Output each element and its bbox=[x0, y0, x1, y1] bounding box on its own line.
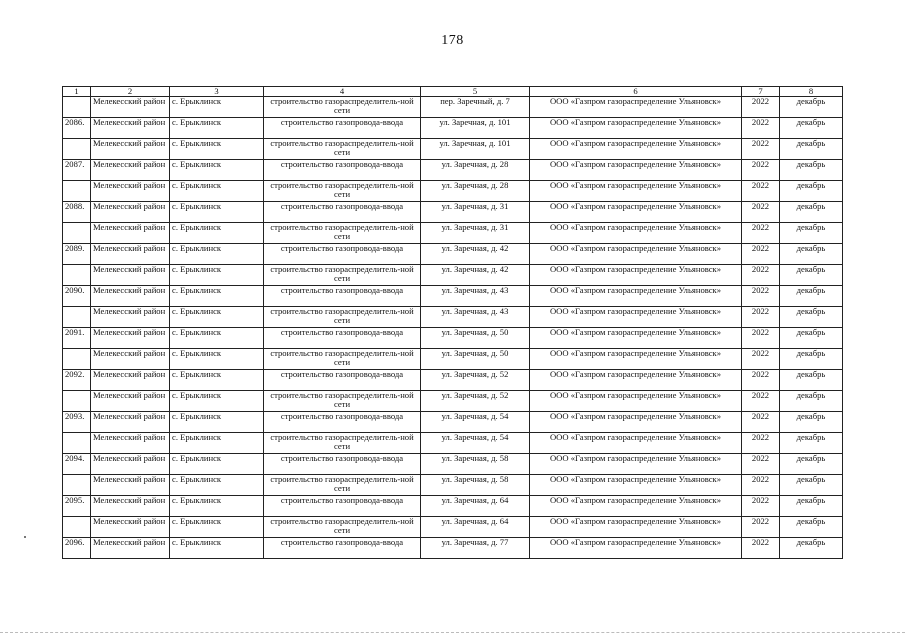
month-cell: декабрь bbox=[780, 496, 843, 517]
settlement-cell: с. Ерыклинск bbox=[170, 433, 264, 454]
table-row bbox=[63, 538, 843, 559]
row-number: 2095. bbox=[63, 496, 91, 517]
month-cell: декабрь bbox=[780, 349, 843, 370]
address-cell: ул. Заречная, д. 43 bbox=[421, 286, 530, 307]
row-number: 2094. bbox=[63, 454, 91, 475]
region-cell: Мелекесский район bbox=[91, 139, 170, 160]
row-number: 2090. bbox=[63, 286, 91, 307]
work-type-cell: строительство газопровода-ввода bbox=[264, 286, 421, 307]
column-number: 2 bbox=[91, 87, 170, 97]
work-type-cell: строительство газораспределитель-ной сети bbox=[264, 307, 421, 328]
organization-cell: ООО «Газпром газораспределение Ульяновск» bbox=[530, 349, 742, 370]
table-row bbox=[63, 433, 843, 454]
table-row bbox=[63, 160, 843, 181]
year-cell: 2022 bbox=[742, 433, 780, 454]
organization-cell: ООО «Газпром газораспределение Ульяновск» bbox=[530, 244, 742, 265]
organization-cell: ООО «Газпром газораспределение Ульяновск» bbox=[530, 433, 742, 454]
month-cell: декабрь bbox=[780, 160, 843, 181]
table-row bbox=[63, 307, 843, 328]
settlement-cell: с. Ерыклинск bbox=[170, 454, 264, 475]
organization-cell: ООО «Газпром газораспределение Ульяновск» bbox=[530, 286, 742, 307]
year-cell: 2022 bbox=[742, 139, 780, 160]
address-cell: ул. Заречная, д. 31 bbox=[421, 202, 530, 223]
month-cell: декабрь bbox=[780, 412, 843, 433]
month-cell: декабрь bbox=[780, 181, 843, 202]
month-cell: декабрь bbox=[780, 307, 843, 328]
region-cell: Мелекесский район bbox=[91, 328, 170, 349]
year-cell: 2022 bbox=[742, 370, 780, 391]
settlement-cell: с. Ерыклинск bbox=[170, 412, 264, 433]
year-cell: 2022 bbox=[742, 538, 780, 559]
row-number: 2093. bbox=[63, 412, 91, 433]
month-cell: декабрь bbox=[780, 538, 843, 559]
work-type-cell: строительство газораспределитель-ной сети bbox=[264, 349, 421, 370]
scan-edge-line bbox=[0, 632, 905, 634]
month-cell: декабрь bbox=[780, 475, 843, 496]
settlement-cell: с. Ерыклинск bbox=[170, 538, 264, 559]
address-cell: ул. Заречная, д. 42 bbox=[421, 265, 530, 286]
organization-cell: ООО «Газпром газораспределение Ульяновск» bbox=[530, 412, 742, 433]
table-row bbox=[63, 139, 843, 160]
work-type-cell: строительство газопровода-ввода bbox=[264, 496, 421, 517]
settlement-cell: с. Ерыклинск bbox=[170, 286, 264, 307]
work-type-cell: строительство газопровода-ввода bbox=[264, 370, 421, 391]
settlement-cell: с. Ерыклинск bbox=[170, 328, 264, 349]
year-cell: 2022 bbox=[742, 454, 780, 475]
column-number: 4 bbox=[264, 87, 421, 97]
row-number bbox=[63, 265, 91, 286]
row-number bbox=[63, 139, 91, 160]
month-cell: декабрь bbox=[780, 454, 843, 475]
year-cell: 2022 bbox=[742, 412, 780, 433]
region-cell: Мелекесский район bbox=[91, 412, 170, 433]
work-type-cell: строительство газопровода-ввода bbox=[264, 202, 421, 223]
settlement-cell: с. Ерыклинск bbox=[170, 517, 264, 538]
settlement-cell: с. Ерыклинск bbox=[170, 475, 264, 496]
gasification-table bbox=[62, 86, 843, 559]
organization-cell: ООО «Газпром газораспределение Ульяновск» bbox=[530, 538, 742, 559]
address-cell: ул. Заречная, д. 52 bbox=[421, 391, 530, 412]
settlement-cell: с. Ерыклинск bbox=[170, 265, 264, 286]
work-type-cell: строительство газораспределитель-ной сети bbox=[264, 97, 421, 118]
organization-cell: ООО «Газпром газораспределение Ульяновск» bbox=[530, 223, 742, 244]
work-type-cell: строительство газораспределитель-ной сети bbox=[264, 139, 421, 160]
address-cell: ул. Заречная, д. 28 bbox=[421, 181, 530, 202]
region-cell: Мелекесский район bbox=[91, 349, 170, 370]
address-cell: пер. Заречный, д. 7 bbox=[421, 97, 530, 118]
row-number bbox=[63, 517, 91, 538]
month-cell: декабрь bbox=[780, 202, 843, 223]
year-cell: 2022 bbox=[742, 496, 780, 517]
row-number: 2086. bbox=[63, 118, 91, 139]
year-cell: 2022 bbox=[742, 223, 780, 244]
address-cell: ул. Заречная, д. 54 bbox=[421, 412, 530, 433]
column-number: 6 bbox=[530, 87, 742, 97]
table-row bbox=[63, 412, 843, 433]
region-cell: Мелекесский район bbox=[91, 433, 170, 454]
row-number: 2087. bbox=[63, 160, 91, 181]
row-number bbox=[63, 97, 91, 118]
settlement-cell: с. Ерыклинск bbox=[170, 370, 264, 391]
address-cell: ул. Заречная, д. 52 bbox=[421, 370, 530, 391]
year-cell: 2022 bbox=[742, 328, 780, 349]
region-cell: Мелекесский район bbox=[91, 517, 170, 538]
settlement-cell: с. Ерыклинск bbox=[170, 244, 264, 265]
row-number bbox=[63, 433, 91, 454]
year-cell: 2022 bbox=[742, 475, 780, 496]
year-cell: 2022 bbox=[742, 97, 780, 118]
year-cell: 2022 bbox=[742, 391, 780, 412]
region-cell: Мелекесский район bbox=[91, 97, 170, 118]
settlement-cell: с. Ерыклинск bbox=[170, 160, 264, 181]
work-type-cell: строительство газораспределитель-ной сети bbox=[264, 265, 421, 286]
organization-cell: ООО «Газпром газораспределение Ульяновск» bbox=[530, 475, 742, 496]
year-cell: 2022 bbox=[742, 202, 780, 223]
address-cell: ул. Заречная, д. 28 bbox=[421, 160, 530, 181]
table-row bbox=[63, 118, 843, 139]
work-type-cell: строительство газораспределитель-ной сети bbox=[264, 475, 421, 496]
table-row bbox=[63, 244, 843, 265]
work-type-cell: строительство газопровода-ввода bbox=[264, 328, 421, 349]
address-cell: ул. Заречная, д. 58 bbox=[421, 475, 530, 496]
row-number bbox=[63, 223, 91, 244]
organization-cell: ООО «Газпром газораспределение Ульяновск» bbox=[530, 496, 742, 517]
year-cell: 2022 bbox=[742, 307, 780, 328]
settlement-cell: с. Ерыклинск bbox=[170, 307, 264, 328]
year-cell: 2022 bbox=[742, 265, 780, 286]
table-row bbox=[63, 202, 843, 223]
region-cell: Мелекесский район bbox=[91, 118, 170, 139]
year-cell: 2022 bbox=[742, 244, 780, 265]
table-row bbox=[63, 286, 843, 307]
address-cell: ул. Заречная, д. 77 bbox=[421, 538, 530, 559]
year-cell: 2022 bbox=[742, 517, 780, 538]
region-cell: Мелекесский район bbox=[91, 391, 170, 412]
settlement-cell: с. Ерыклинск bbox=[170, 496, 264, 517]
scan-speck bbox=[24, 536, 26, 538]
month-cell: декабрь bbox=[780, 139, 843, 160]
row-number bbox=[63, 181, 91, 202]
organization-cell: ООО «Газпром газораспределение Ульяновск» bbox=[530, 370, 742, 391]
month-cell: декабрь bbox=[780, 223, 843, 244]
organization-cell: ООО «Газпром газораспределение Ульяновск» bbox=[530, 181, 742, 202]
work-type-cell: строительство газораспределитель-ной сети bbox=[264, 433, 421, 454]
month-cell: декабрь bbox=[780, 286, 843, 307]
row-number bbox=[63, 475, 91, 496]
address-cell: ул. Заречная, д. 54 bbox=[421, 433, 530, 454]
address-cell: ул. Заречная, д. 50 bbox=[421, 328, 530, 349]
region-cell: Мелекесский район bbox=[91, 181, 170, 202]
region-cell: Мелекесский район bbox=[91, 223, 170, 244]
work-type-cell: строительство газопровода-ввода bbox=[264, 454, 421, 475]
organization-cell: ООО «Газпром газораспределение Ульяновск» bbox=[530, 118, 742, 139]
work-type-cell: строительство газопровода-ввода bbox=[264, 412, 421, 433]
month-cell: декабрь bbox=[780, 391, 843, 412]
work-type-cell: строительство газопровода-ввода bbox=[264, 538, 421, 559]
year-cell: 2022 bbox=[742, 118, 780, 139]
work-type-cell: строительство газораспределитель-ной сети bbox=[264, 391, 421, 412]
region-cell: Мелекесский район bbox=[91, 265, 170, 286]
address-cell: ул. Заречная, д. 64 bbox=[421, 496, 530, 517]
month-cell: декабрь bbox=[780, 265, 843, 286]
region-cell: Мелекесский район bbox=[91, 244, 170, 265]
row-number: 2088. bbox=[63, 202, 91, 223]
settlement-cell: с. Ерыклинск bbox=[170, 349, 264, 370]
organization-cell: ООО «Газпром газораспределение Ульяновск» bbox=[530, 307, 742, 328]
page-number: 178 bbox=[441, 33, 464, 48]
table-row bbox=[63, 349, 843, 370]
region-cell: Мелекесский район bbox=[91, 160, 170, 181]
table-row bbox=[63, 181, 843, 202]
organization-cell: ООО «Газпром газораспределение Ульяновск» bbox=[530, 97, 742, 118]
address-cell: ул. Заречная, д. 43 bbox=[421, 307, 530, 328]
month-cell: декабрь bbox=[780, 433, 843, 454]
month-cell: декабрь bbox=[780, 244, 843, 265]
work-type-cell: строительство газораспределитель-ной сети bbox=[264, 517, 421, 538]
table-row bbox=[63, 370, 843, 391]
work-type-cell: строительство газопровода-ввода bbox=[264, 118, 421, 139]
year-cell: 2022 bbox=[742, 160, 780, 181]
address-cell: ул. Заречная, д. 64 bbox=[421, 517, 530, 538]
work-type-cell: строительство газораспределитель-ной сети bbox=[264, 181, 421, 202]
column-number-row bbox=[63, 87, 843, 97]
settlement-cell: с. Ерыклинск bbox=[170, 391, 264, 412]
row-number: 2096. bbox=[63, 538, 91, 559]
region-cell: Мелекесский район bbox=[91, 496, 170, 517]
settlement-cell: с. Ерыклинск bbox=[170, 223, 264, 244]
table-row bbox=[63, 517, 843, 538]
month-cell: декабрь bbox=[780, 328, 843, 349]
column-number: 7 bbox=[742, 87, 780, 97]
row-number: 2089. bbox=[63, 244, 91, 265]
table-row bbox=[63, 454, 843, 475]
address-cell: ул. Заречная, д. 42 bbox=[421, 244, 530, 265]
work-type-cell: строительство газопровода-ввода bbox=[264, 244, 421, 265]
table-row bbox=[63, 475, 843, 496]
work-type-cell: строительство газораспределитель-ной сети bbox=[264, 223, 421, 244]
table-row bbox=[63, 223, 843, 244]
year-cell: 2022 bbox=[742, 349, 780, 370]
region-cell: Мелекесский район bbox=[91, 454, 170, 475]
region-cell: Мелекесский район bbox=[91, 286, 170, 307]
month-cell: декабрь bbox=[780, 118, 843, 139]
year-cell: 2022 bbox=[742, 181, 780, 202]
column-number: 3 bbox=[170, 87, 264, 97]
region-cell: Мелекесский район bbox=[91, 538, 170, 559]
address-cell: ул. Заречная, д. 101 bbox=[421, 139, 530, 160]
table-row bbox=[63, 265, 843, 286]
organization-cell: ООО «Газпром газораспределение Ульяновск» bbox=[530, 391, 742, 412]
settlement-cell: с. Ерыклинск bbox=[170, 97, 264, 118]
organization-cell: ООО «Газпром газораспределение Ульяновск» bbox=[530, 454, 742, 475]
address-cell: ул. Заречная, д. 31 bbox=[421, 223, 530, 244]
settlement-cell: с. Ерыклинск bbox=[170, 181, 264, 202]
row-number: 2091. bbox=[63, 328, 91, 349]
row-number bbox=[63, 391, 91, 412]
table-row bbox=[63, 328, 843, 349]
address-cell: ул. Заречная, д. 101 bbox=[421, 118, 530, 139]
organization-cell: ООО «Газпром газораспределение Ульяновск» bbox=[530, 265, 742, 286]
organization-cell: ООО «Газпром газораспределение Ульяновск» bbox=[530, 139, 742, 160]
row-number bbox=[63, 349, 91, 370]
row-number bbox=[63, 307, 91, 328]
organization-cell: ООО «Газпром газораспределение Ульяновск» bbox=[530, 160, 742, 181]
year-cell: 2022 bbox=[742, 286, 780, 307]
region-cell: Мелекесский район bbox=[91, 370, 170, 391]
address-cell: ул. Заречная, д. 58 bbox=[421, 454, 530, 475]
settlement-cell: с. Ерыклинск bbox=[170, 202, 264, 223]
settlement-cell: с. Ерыклинск bbox=[170, 139, 264, 160]
organization-cell: ООО «Газпром газораспределение Ульяновск» bbox=[530, 517, 742, 538]
column-number: 8 bbox=[780, 87, 843, 97]
settlement-cell: с. Ерыклинск bbox=[170, 118, 264, 139]
column-number: 1 bbox=[63, 87, 91, 97]
month-cell: декабрь bbox=[780, 517, 843, 538]
row-number: 2092. bbox=[63, 370, 91, 391]
month-cell: декабрь bbox=[780, 97, 843, 118]
table-row bbox=[63, 97, 843, 118]
table-row bbox=[63, 496, 843, 517]
work-type-cell: строительство газопровода-ввода bbox=[264, 160, 421, 181]
table-row bbox=[63, 391, 843, 412]
organization-cell: ООО «Газпром газораспределение Ульяновск» bbox=[530, 328, 742, 349]
organization-cell: ООО «Газпром газораспределение Ульяновск» bbox=[530, 202, 742, 223]
column-number: 5 bbox=[421, 87, 530, 97]
region-cell: Мелекесский район bbox=[91, 475, 170, 496]
month-cell: декабрь bbox=[780, 370, 843, 391]
region-cell: Мелекесский район bbox=[91, 202, 170, 223]
region-cell: Мелекесский район bbox=[91, 307, 170, 328]
address-cell: ул. Заречная, д. 50 bbox=[421, 349, 530, 370]
